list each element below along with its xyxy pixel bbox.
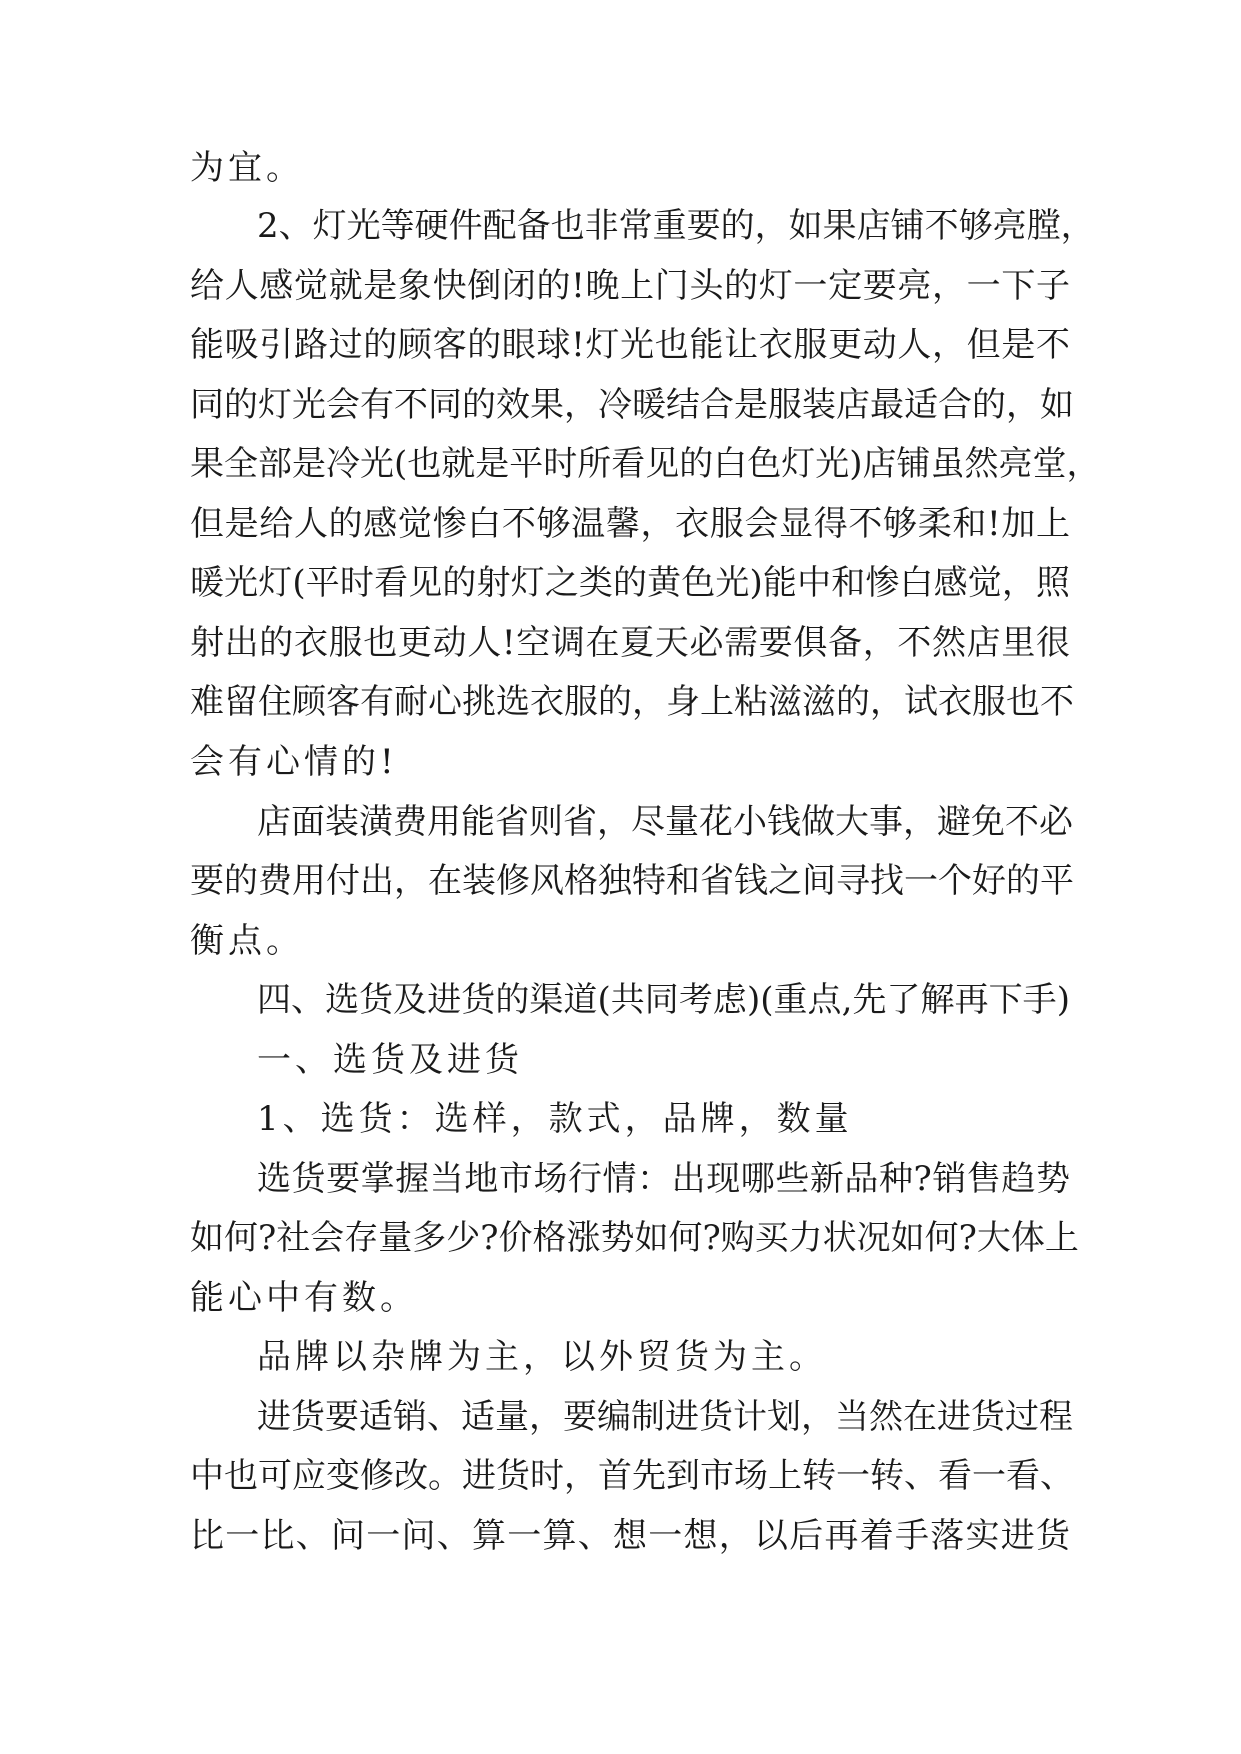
text-line: 能吸引路过的顾客的眼球!灯光也能让衣服更动人，但是不 [190,325,1070,365]
section-heading: 四、选货及进货的渠道(共同考虑)(重点,先了解再下手) [257,980,1070,1020]
text-line: 能心中有数。 [190,1278,418,1318]
text-line: 选货要掌握当地市场行情：出现哪些新品种?销售趋势 [257,1159,1070,1199]
text-line: 射出的衣服也更动人!空调在夏天必需要俱备，不然店里很 [190,623,1070,663]
subsection-heading: 1、选货：选样，款式，品牌，数量 [257,1099,853,1139]
text-line: 比一比、问一问、算一算、想一想，以后再着手落实进货 [190,1516,1070,1556]
text-line: 为宜。 [190,148,304,188]
text-line: 店面装潢费用能省则省，尽量花小钱做大事，避免不必 [257,802,1073,842]
text-line: 会有心情的! [190,742,398,782]
subsection-heading: 一、选货及进货 [257,1040,523,1080]
text-line: 果全部是冷光(也就是平时所看见的白色灯光)店铺虽然亮堂， [190,444,1101,484]
text-line: 品牌以杂牌为主，以外贸货为主。 [257,1337,827,1377]
text-line: 要的费用付出，在装修风格独特和省钱之间寻找一个好的平 [190,861,1074,901]
text-line: 中也可应变修改。进货时，首先到市场上转一转、看一看、 [190,1456,1074,1496]
text-line: 但是给人的感觉惨白不够温馨，衣服会显得不够柔和!加上 [190,504,1070,544]
text-line: 难留住顾客有耐心挑选衣服的，身上粘滋滋的，试衣服也不 [190,682,1074,722]
text-line: 暖光灯(平时看见的射灯之类的黄色光)能中和惨白感觉，照 [190,563,1070,603]
text-line: 给人感觉就是象快倒闭的!晚上门头的灯一定要亮，一下子 [190,266,1070,306]
text-line: 如何?社会存量多少?价格涨势如何?购买力状况如何?大体上 [190,1218,1079,1258]
text-line: 进货要适销、适量，要编制进货计划，当然在进货过程 [257,1397,1073,1437]
text-line: 2、灯光等硬件配备也非常重要的，如果店铺不够亮膛， [257,206,1095,246]
text-line: 同的灯光会有不同的效果，冷暖结合是服装店最适合的，如 [190,385,1074,425]
text-line: 衡点。 [190,921,304,961]
